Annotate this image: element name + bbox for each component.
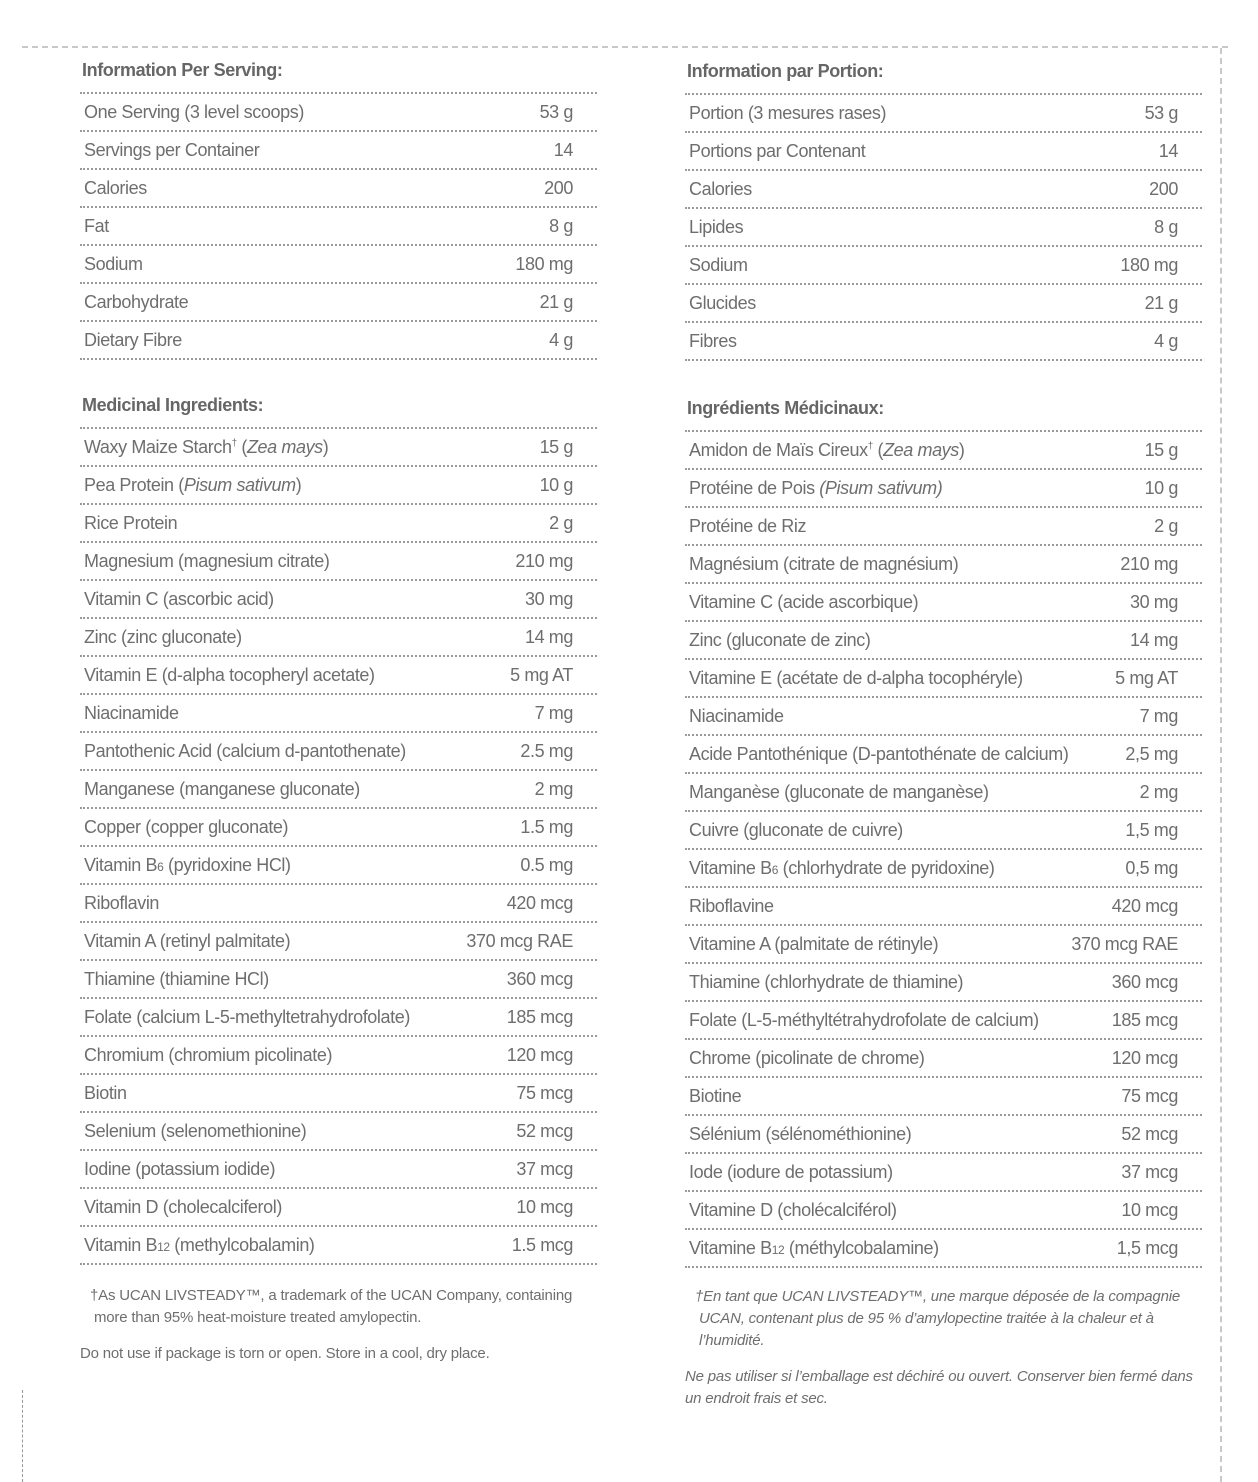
row-label-part: Calories [689, 179, 752, 199]
table-row [685, 133, 1202, 171]
table-row [80, 170, 597, 208]
row-label [689, 171, 752, 207]
row-label-part: Portion (3 mesures rases) [689, 103, 887, 123]
serving-info-table-fr [685, 93, 1202, 361]
row-label [84, 619, 242, 655]
row-label-part: Fibres [689, 331, 737, 351]
table-row [80, 1151, 597, 1189]
row-label [84, 132, 259, 168]
table-row [80, 322, 597, 360]
row-label-part: Zinc (gluconate de zinc) [689, 630, 871, 650]
table-row [80, 1189, 597, 1227]
row-label [84, 961, 269, 997]
row-label-part: (méthylcobalamine) [784, 1238, 939, 1258]
row-label [84, 1227, 315, 1263]
row-label-part: Waxy Maize Starch [84, 437, 232, 457]
row-label [689, 812, 903, 848]
table-row [685, 964, 1202, 1002]
medicinal-ingredients-table-fr [685, 430, 1202, 1268]
row-label-part: ) [958, 440, 965, 460]
table-row [80, 429, 597, 467]
table-row [685, 432, 1202, 470]
row-label-part: Vitamin D (cholecalciferol) [84, 1197, 282, 1217]
row-label-part: Riboflavine [689, 896, 774, 916]
row-label-part: Iodine (potassium iodide) [84, 1159, 276, 1179]
row-value: 185 mcg [1111, 1010, 1178, 1030]
row-value: 5 mg AT [1115, 668, 1178, 688]
row-value: 1.5 mg [520, 817, 573, 837]
row-value: 360 mcg [1111, 972, 1178, 992]
table-row [80, 1075, 597, 1113]
row-label-part: (chlorhydrate de pyridoxine) [778, 858, 995, 878]
row-label-part: Biotin [84, 1083, 127, 1103]
table-row [685, 1154, 1202, 1192]
table-row [685, 209, 1202, 247]
row-label-part: Vitamin A (retinyl palmitate) [84, 931, 291, 951]
table-row [685, 926, 1202, 964]
row-label-part: (pyridoxine HCl) [163, 855, 291, 875]
table-row [80, 505, 597, 543]
table-row [80, 1113, 597, 1151]
row-value: 2 mg [534, 779, 573, 799]
row-label-part: Vitamin C (ascorbic acid) [84, 589, 274, 609]
row-label [689, 584, 918, 620]
row-label-part: Niacinamide [84, 703, 179, 723]
row-label [689, 546, 958, 582]
row-label [689, 888, 774, 924]
row-label [84, 847, 291, 883]
table-row [80, 94, 597, 132]
row-label-part: Pantothenic Acid (calcium d-pantothenate) [84, 741, 406, 761]
row-label [84, 94, 304, 130]
row-label-part: Riboflavin [84, 893, 160, 913]
table-row [685, 736, 1202, 774]
row-label [84, 543, 330, 579]
row-value: 7 mg [1139, 706, 1178, 726]
row-label-part: Thiamine (thiamine HCl) [84, 969, 269, 989]
row-label [689, 698, 784, 734]
row-label [689, 964, 963, 1000]
row-value: 2 g [1154, 516, 1178, 536]
table-row [685, 1192, 1202, 1230]
row-label [84, 467, 301, 503]
row-label-part: One Serving (3 level scoops) [84, 102, 304, 122]
serving-info-table [80, 92, 597, 360]
row-value: 30 mg [524, 589, 573, 609]
storage-instructions-fr: Ne pas utiliser si l’emballage est déchiré ou ouvert. Conserver bien fermé dans un endroit frais et sec. [685, 1368, 1193, 1407]
row-label-part: ) [322, 437, 329, 457]
table-row [80, 885, 597, 923]
row-label-part: 12 [157, 1240, 170, 1254]
row-label-part: Biotine [689, 1086, 742, 1106]
table-row [80, 771, 597, 809]
row-label [689, 926, 938, 962]
storage-instructions: Do not use if package is torn or open. Store in a cool, dry place. [80, 1345, 490, 1362]
table-row [685, 285, 1202, 323]
row-label-part: Portions par Contenant [689, 141, 866, 161]
row-label-part: Vitamine C (acide ascorbique) [689, 592, 919, 612]
row-label-part: Folate (calcium L-5-methyltetrahydrofolate) [84, 1007, 410, 1027]
row-value: 14 mg [524, 627, 573, 647]
table-row [685, 247, 1202, 285]
table-row [685, 546, 1202, 584]
table-row [80, 657, 597, 695]
table-row [80, 1037, 597, 1075]
row-value: 53 g [539, 102, 573, 122]
row-label-part: Vitamine A (palmitate de rétinyle) [689, 934, 939, 954]
row-label-part: Carbohydrate [84, 292, 189, 312]
table-row [685, 1230, 1202, 1268]
row-value: 185 mcg [506, 1007, 573, 1027]
row-label [689, 1040, 925, 1076]
row-label-part: Acide Pantothénique (D-pantothénate de calcium) [689, 744, 1069, 764]
row-label [689, 1116, 911, 1152]
row-label [84, 733, 406, 769]
row-label-part: Vitamine B [689, 1238, 772, 1258]
table-row [685, 584, 1202, 622]
row-value: 120 mcg [1111, 1048, 1178, 1068]
row-value: 370 mcg RAE [466, 931, 573, 951]
table-row [80, 961, 597, 999]
row-value: 180 mg [515, 254, 573, 274]
footnote: †As UCAN LIVSTEADY™, a trademark of the UCAN Company, containing more than 95% heat-moisture treated amylopectin. [90, 1287, 573, 1326]
table-row [80, 847, 597, 885]
row-label-part: Manganèse (gluconate de manganèse) [689, 782, 989, 802]
row-label-part: Calories [84, 178, 147, 198]
row-label-part: Rice Protein [84, 513, 178, 533]
row-label-part: Dietary Fibre [84, 330, 182, 350]
medicinal-ingredients-table [80, 427, 597, 1265]
row-value: 8 g [1154, 217, 1178, 237]
row-value: 14 mg [1129, 630, 1178, 650]
row-label-part: Sélénium (sélénométhionine) [689, 1124, 912, 1144]
row-label [84, 1037, 332, 1073]
table-row [80, 246, 597, 284]
row-label [689, 209, 743, 245]
row-label-part: Amidon de Maïs Cireux [689, 440, 868, 460]
cut-line-top [22, 46, 1228, 48]
table-row [80, 132, 597, 170]
table-row [685, 660, 1202, 698]
row-value: 2,5 mg [1125, 744, 1178, 764]
row-label [84, 284, 188, 320]
row-value: 0,5 mg [1125, 858, 1178, 878]
row-label-part: Vitamin B [84, 1235, 158, 1255]
row-label-part: 12 [771, 1243, 785, 1257]
row-value: 4 g [1154, 331, 1178, 351]
row-label [84, 429, 328, 465]
table-row [685, 850, 1202, 888]
table-row [80, 581, 597, 619]
row-label-part: Lipides [689, 217, 744, 237]
row-label-part: Niacinamide [689, 706, 784, 726]
table-row [685, 171, 1202, 209]
row-value: 21 g [1144, 293, 1178, 313]
table-row [685, 470, 1202, 508]
table-row [685, 698, 1202, 736]
table-row [80, 543, 597, 581]
row-value: 4 g [549, 330, 573, 350]
row-value: 10 mcg [516, 1197, 573, 1217]
row-label-part: Manganese (manganese gluconate) [84, 779, 360, 799]
row-label [689, 1002, 1039, 1038]
row-label-part: Cuivre (gluconate de cuivre) [689, 820, 903, 840]
row-label [689, 850, 995, 886]
medicinal-ingredients-title-fr: Ingrédients Médicinaux: [687, 398, 884, 418]
row-label-part: Thiamine (chlorhydrate de thiamine) [689, 972, 964, 992]
row-label-part: Vitamine D (cholécalciférol) [689, 1200, 897, 1220]
table-row [80, 208, 597, 246]
table-row [685, 622, 1202, 660]
row-value: 360 mcg [506, 969, 573, 989]
row-value: 7 mg [534, 703, 573, 723]
row-value: 120 mcg [506, 1045, 573, 1065]
medicinal-ingredients-title: Medicinal Ingredients: [82, 395, 264, 415]
table-row [685, 888, 1202, 926]
cut-line-left [22, 1390, 23, 1482]
row-label [84, 246, 143, 282]
row-label-part: Zinc (zinc gluconate) [84, 627, 242, 647]
row-label-part: 6 [771, 863, 778, 877]
row-label-part: Pea Protein ( [84, 475, 184, 495]
row-value: 1,5 mg [1125, 820, 1178, 840]
row-label [689, 432, 965, 468]
row-value: 2 g [549, 513, 573, 533]
row-label-part: Glucides [689, 293, 756, 313]
row-value: 75 mcg [1121, 1086, 1178, 1106]
row-value: 10 mcg [1121, 1200, 1178, 1220]
row-label [84, 923, 290, 959]
row-label-part: (Pisum sativum) [819, 478, 943, 498]
row-value: 1,5 mcg [1116, 1238, 1178, 1258]
row-label-part: Vitamin E (d-alpha tocopheryl acetate) [84, 665, 375, 685]
row-label [84, 322, 182, 358]
row-label-part: (methylcobalamin) [169, 1235, 315, 1255]
row-label-part: † [867, 441, 873, 452]
row-label [84, 505, 177, 541]
row-value: 15 g [1144, 440, 1178, 460]
table-row [685, 812, 1202, 850]
row-label [84, 1113, 306, 1149]
table-row [685, 508, 1202, 546]
row-value: 21 g [539, 292, 573, 312]
row-label [689, 1154, 893, 1190]
row-label [689, 285, 756, 321]
row-value: 420 mcg [1111, 896, 1178, 916]
row-value: 52 mcg [1121, 1124, 1178, 1144]
table-row [80, 733, 597, 771]
row-value: 53 g [1144, 103, 1178, 123]
row-value: 52 mcg [516, 1121, 573, 1141]
table-row [685, 323, 1202, 361]
row-label [689, 736, 1068, 772]
row-label [689, 323, 737, 359]
row-label [84, 1151, 275, 1187]
row-label-part: Zea mays [246, 437, 323, 457]
row-label-part: Vitamin B [84, 855, 158, 875]
table-row [685, 95, 1202, 133]
row-value: 5 mg AT [510, 665, 573, 685]
table-row [80, 695, 597, 733]
table-row [685, 1002, 1202, 1040]
row-label [84, 885, 159, 921]
row-value: 210 mg [1120, 554, 1178, 574]
row-label [689, 660, 1023, 696]
row-label [689, 133, 865, 169]
row-label [84, 809, 288, 845]
row-value: 2.5 mg [520, 741, 573, 761]
row-label-part: Sodium [689, 255, 748, 275]
row-value: 420 mcg [506, 893, 573, 913]
table-row [80, 619, 597, 657]
row-label-part: Servings per Container [84, 140, 260, 160]
french-panel [685, 59, 1202, 1410]
row-label-part: ( [236, 437, 247, 457]
row-label-part: Selenium (selenomethionine) [84, 1121, 307, 1141]
row-label-part: ) [295, 475, 302, 495]
table-row [80, 923, 597, 961]
table-row [685, 1116, 1202, 1154]
row-label-part: Vitamine B [689, 858, 772, 878]
row-value: 15 g [539, 437, 573, 457]
row-value: 14 [553, 140, 573, 160]
row-value: 14 [1158, 141, 1178, 161]
english-panel [80, 58, 597, 1365]
row-value: 200 [544, 178, 573, 198]
row-value: 10 g [1144, 478, 1178, 498]
footnote-fr: †En tant que UCAN LIVSTEADY™, une marque déposée de la compagnie UCAN, contenant plus de 95 % d’amylopectine traitée à la chaleur et à l’humidité. [695, 1288, 1180, 1349]
row-label [689, 774, 989, 810]
row-label [689, 508, 806, 544]
row-label-part: 6 [157, 860, 164, 874]
table-row [80, 467, 597, 505]
row-label-part: Vitamine E (acétate de d-alpha tocophéryle) [689, 668, 1023, 688]
row-label [84, 999, 410, 1035]
row-value: 200 [1149, 179, 1178, 199]
row-value: 75 mcg [516, 1083, 573, 1103]
table-row [685, 1078, 1202, 1116]
table-row [685, 1040, 1202, 1078]
table-row [80, 1227, 597, 1265]
row-label [689, 247, 748, 283]
row-value: 10 g [539, 475, 573, 495]
table-row [685, 774, 1202, 812]
row-label [84, 695, 179, 731]
row-label-part: Magnésium (citrate de magnésium) [689, 554, 959, 574]
row-value: 8 g [549, 216, 573, 236]
row-label-part: Chrome (picolinate de chrome) [689, 1048, 925, 1068]
row-label [689, 1192, 897, 1228]
row-value: 210 mg [515, 551, 573, 571]
row-label-part: Protéine de Riz [689, 516, 807, 536]
row-label [84, 771, 360, 807]
row-label-part: Protéine de Pois [689, 478, 820, 498]
row-label-part: Fat [84, 216, 109, 236]
row-label-part: Zea mays [883, 440, 959, 460]
row-label-part: Copper (copper gluconate) [84, 817, 289, 837]
row-label-part: Chromium (chromium picolinate) [84, 1045, 333, 1065]
row-value: 370 mcg RAE [1071, 934, 1178, 954]
row-label-part: † [231, 438, 237, 449]
row-label [84, 657, 375, 693]
row-value: 0.5 mg [520, 855, 573, 875]
row-label [84, 1075, 127, 1111]
row-value: 180 mg [1120, 255, 1178, 275]
serving-info-title-fr: Information par Portion: [687, 61, 884, 81]
table-row [80, 284, 597, 322]
row-label-part: Iode (iodure de potassium) [689, 1162, 893, 1182]
row-label [84, 208, 109, 244]
row-label [689, 622, 871, 658]
row-value: 1.5 mcg [511, 1235, 573, 1255]
cut-line-right [1220, 48, 1222, 1482]
row-label [84, 1189, 282, 1225]
row-label [84, 581, 274, 617]
row-value: 37 mcg [1121, 1162, 1178, 1182]
row-value: 2 mg [1139, 782, 1178, 802]
table-row [80, 809, 597, 847]
row-label [689, 1078, 741, 1114]
row-label-part: Folate (L-5-méthyltétrahydrofolate de calcium) [689, 1010, 1039, 1030]
serving-info-title: Information Per Serving: [82, 60, 283, 80]
row-label-part: ( [872, 440, 884, 460]
row-label [689, 95, 886, 131]
row-label-part: Pisum sativum [183, 475, 296, 495]
row-value: 37 mcg [516, 1159, 573, 1179]
row-label [689, 1230, 939, 1266]
row-label-part: Magnesium (magnesium citrate) [84, 551, 330, 571]
row-value: 30 mg [1129, 592, 1178, 612]
table-row [80, 999, 597, 1037]
row-label-part: Sodium [84, 254, 143, 274]
row-label [84, 170, 147, 206]
row-label [689, 470, 942, 506]
